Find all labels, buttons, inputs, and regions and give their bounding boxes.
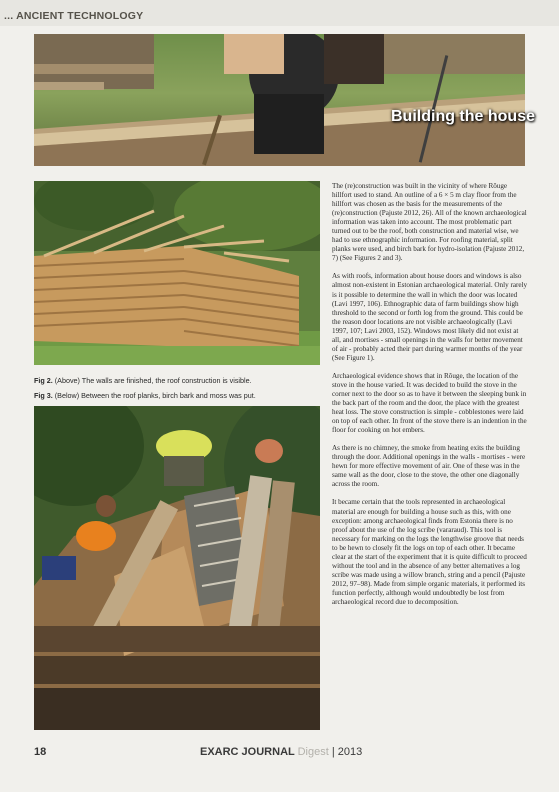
journal-year: 2013: [337, 746, 363, 758]
hero-photo: [34, 34, 525, 166]
page-number: 18: [34, 746, 47, 758]
paragraph: As with roofs, information about house doors and windows is also almost non-existent in Estonian archaeological material. Only rarely is it possible to determine the wall in which the door was located (Lavi 1997, 106). Ethnographic data of farm buildings show high threshold to the second or forth log from the ground. This could be the reason door locations are not visible archaeologically (Lavi 1997, 107; Lavi 2003, 152). Windows most likely did not exist at all, and mortises - small openings in the walls for better movement of air - probably acted their part during warmer months of the year (See Figure 1).: [332, 272, 528, 362]
figure-2-photo: [34, 181, 320, 365]
journal-footer: [200, 746, 362, 758]
footer-separator: |: [328, 746, 338, 758]
figure-3-caption: [34, 391, 324, 400]
journal-edition: Digest: [297, 746, 329, 758]
figure-2-caption-text: (Above) The walls are finished, the roof construction is visible.: [52, 376, 252, 385]
figure-3-label: Fig 3.: [34, 391, 53, 400]
figure-3-caption-text: (Below) Between the roof planks, birch bark and moss was put.: [52, 391, 256, 400]
figure-2-label: Fig 2.: [34, 376, 53, 385]
paragraph: It became certain that the tools represented in archaeological material are enough for building a house such as this, with one exception: among archaeological finds from Estonia there is no proof about the use of the log scribe (vararaud). This tool is necessary for marking on the logs the lengthwise groove that needs to be hewn to closely fit the logs on top of each other. It became clear at the start of the experiment that it is quite difficult to proceed without the tool and in the absence of any better alternatives a log scribe was made using a willow branch, string and a pencil (Pajuste 2012, 97–98). Made from simple organic materials, it performed its function perfectly, although would undoubtedly be lost from archaeological record due to decomposition.: [332, 498, 527, 606]
paragraph: Archaeological evidence shows that in Rõuge, the location of the stove in the house varied. It was decided to build the stove in the corner next to the door so as to have it between the sleeping bunk in the back part of the room and the door, the place with the greatest heat loss. The stove construction is simple - cobblestones were laid on top of each other. In front of the stove there is an indention in the floor for cooking on hot embers.: [332, 371, 527, 435]
section-title: ... ANCIENT TECHNOLOGY: [4, 10, 144, 22]
paragraph: The (re)construction was built in the vicinity of where Rõuge hillfort used to stand. An outline of a 6 × 5 m clay floor from the hillfort was chosen as the basis for the measurements of the (re)construction (Pajuste 2012, 26). All of the known archaeological information was taken into account. The most problematic part turned out to be the roof, both construction and material wise, we had to use ethnographic information. For roofing material, split planks were used, and birch bark for hydro-isolation (Pajuste 2012, 7) (See Figures 2 and 3).: [332, 182, 527, 263]
hero-title: Building the house: [391, 108, 535, 125]
figure-2-caption: [34, 376, 324, 385]
figure-3-photo: [34, 406, 320, 730]
paragraph: As there is no chimney, the smoke from heating exits the building through the door. Additional openings in the walls - mortises - were hewn for more effective movement of air. One of these was in the same wall as the door, close to the stove, the other one diagonally across the room.: [332, 444, 526, 489]
journal-name: EXARC JOURNAL: [200, 746, 298, 758]
article-body: [332, 182, 528, 616]
